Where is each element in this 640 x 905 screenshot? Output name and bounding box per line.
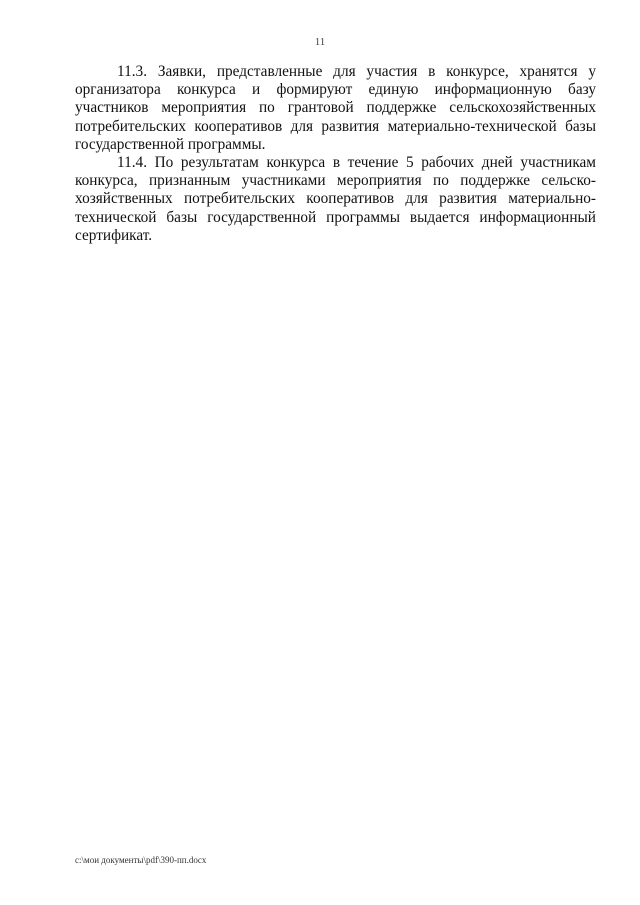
paragraph-11-3: 11.3. Заявки, представленные для участия в конкурсе, хранятся у организатора конкурса и формируют единую информационную базу участников мероприятия по грантовой поддержке сельскохозяйственных потребительских кооперативов для развития материально-технической базы государственной программы. [75,63,596,153]
footer-file-path: c:\мои документы\pdf\390-пп.docx [75,855,207,865]
page-number: 11 [314,36,326,48]
document-body [75,63,596,245]
paragraph-11-4: 11.4. По результатам конкурса в течение 5 рабочих дней участникам конкурса, признанным участниками мероприятия по поддержке сельско-хозяйственных потребительских кооперативов для развития материально-технической базы государственной программы выдается информационный сертификат. [75,154,596,244]
